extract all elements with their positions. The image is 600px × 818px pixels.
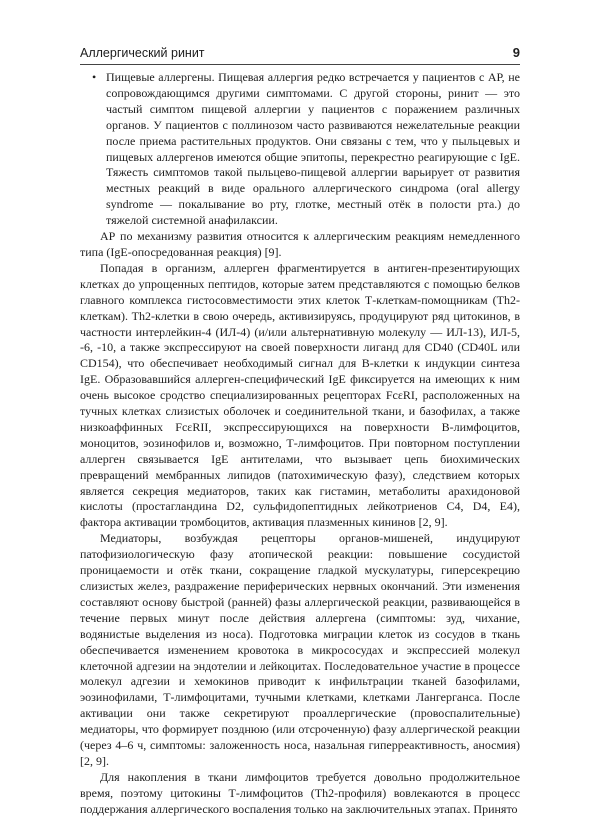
bullet-item-food-allergens bbox=[80, 70, 520, 229]
paragraph-1: АР по механизму развития относится к аллергическим реакциям немедленного типа (IgE-опосредованная реакция) [9]. bbox=[80, 229, 520, 259]
page-body bbox=[80, 70, 520, 818]
running-header bbox=[80, 34, 520, 65]
paragraph-3: Медиаторы, возбуждая рецепторы органов-мишеней, индуцируют патофизиологическую фазу атопической реакции: повышение сосудистой проницаемости и отёк ткани, сокращение гладкой мускулатуры, гиперсекрецию слизистых желез, раздражение периферических нервных окончаний. Эти изменения составляют основу быстрой (ранней) фазы аллергической реакции, развивающейся в течение первых минут после действия аллергена (симптомы: зуд, чихание, водянистые выделения из носа). Подготовка миграции клеток из сосудов в ткань обеспечивается изменением кровотока в микрососудах и экспрессией молекул клеточной адгезии на эндотелии и лейкоцитах. Последовательное участие в процессе молекул адгезии и хемокинов приводит к инфильтрации тканей базофилами, эозинофилами, Т-лимфоцитами, тучными клетками, клетками Лангерганса. После активации они также секретируют проаллергические (провоспалительные) медиаторы, что формирует позднюю (или отсроченную) фазу аллергической реакции (через 4–6 ч, симптомы: заложенность носа, назальная гиперреактивность, аносмия) [2, 9]. bbox=[80, 531, 520, 768]
paragraph-4: Для накопления в ткани лимфоцитов требуется довольно продолжительное время, поэтому цитокины Т-лимфоцитов (Th2-профиля) вовлекаются в процесс поддержания аллергического воспаления только на заключительных этапах. Принято bbox=[80, 769, 520, 816]
paragraph-2: Попадая в организм, аллерген фрагментируется в антиген-презентирующих клетках до упрощенных пептидов, которые затем представляются с помощью белков главного комплекса гистосовместимости этих клеток Т-клеткам-помощникам (Th2-клеткам). Th2-клетки в свою очередь, активизируясь, продуцируют ряд цитокинов, в частности интерлейкин-4 (ИЛ-4) (и/или альтернативную молекулу — ИЛ-13), ИЛ-5, -6, -10, а также экспрессируют на своей поверхности лиганд для CD40 (CD40L или CD154), что обеспечивает необходимый сигнал для В-клетки к индукции синтеза IgE. Образовавшийся аллерген-специфический IgE фиксируется на имеющих к ним очень высокое сродство специализированных рецепторах FcεRI, расположенных на тучных клетках слизистых оболочек и соединительной ткани, и базофилах, а также низкоаффинных FcεRII, экспрессирующихся на поверхности В-лимфоцитов, моноцитов, эозинофилов и, возможно, Т-лимфоцитов. При повторном поступлении аллерген связывается IgE антителами, что вызывает цепь биохимических превращений мембранных липидов (патохимическую фазу), следствием которых является секреция медиаторов, таких как гистамин, метаболиты арахидоновой кислоты (простагландина D2, сульфидопептидных лейкотриенов C4, D4, E4), фактора активации тромбоцитов, активация плазменных кининов [2, 9]. bbox=[80, 260, 520, 530]
bullet-text: Пищевые аллергены. Пищевая аллергия редко встречается у пациентов с АР, не сопровождающимся другими симптомами. С другой стороны, ринит — это частый симптом пищевой аллергии у пациентов с поражением различных органов. У пациентов с поллинозом часто развиваются нежелательные реакции после приема растительных продуктов. Они связаны с тем, что у пыльцевых и пищевых аллергенов имеются общие эпитопы, перекрестно реагирующие с IgE. Тяжесть симптомов такой пыльцево-пищевой аллергии варьирует от развития местных реакций в виде орального аллергического синдрома (oral allergy syndrome — покалывание во рту, глотке, местный отёк в полости рта.) до тяжелой системной анафилаксии. bbox=[106, 70, 520, 228]
running-title: Аллергический ринит bbox=[80, 46, 205, 60]
bullet-marker: • bbox=[92, 70, 97, 84]
page-number: 9 bbox=[512, 45, 520, 60]
